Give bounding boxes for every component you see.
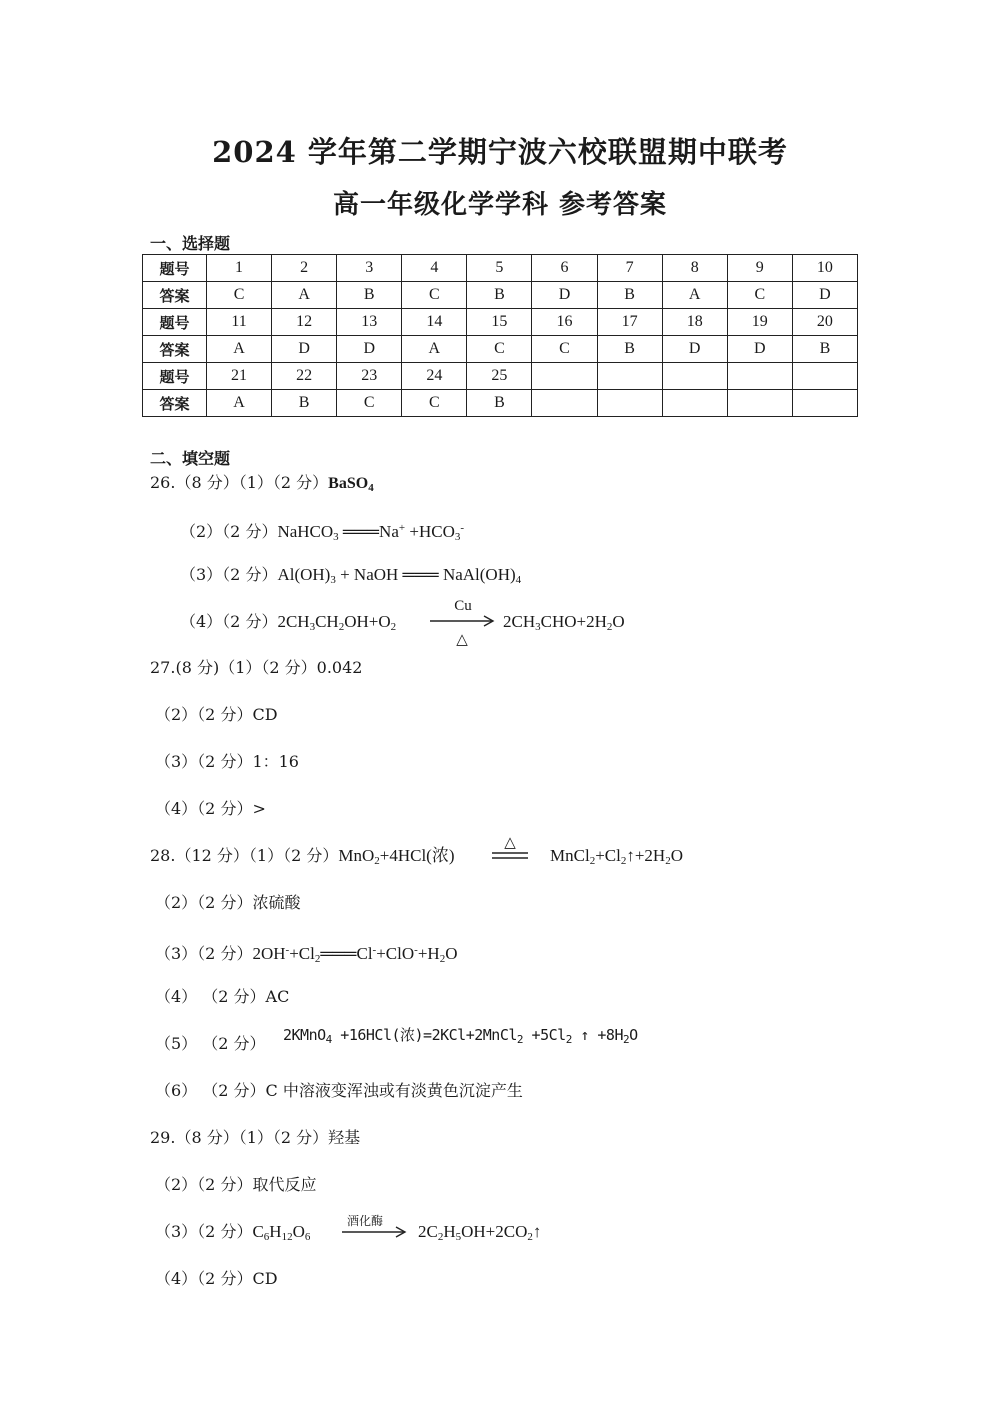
answer-cell: D [727,336,792,363]
q28-line-4: （4） （2 分）AC [155,987,290,1006]
q29-line-2: （2）（2 分）取代反应 [155,1175,317,1194]
answer-cell: C [532,336,597,363]
table-row [143,255,858,282]
q26-equation-4-right: $2CH_3CHO+2H_2O$ [503,612,625,633]
q28-line-6: （6） （2 分）C 中溶液变浑浊或有淡黄色沉淀产生 [155,1081,523,1100]
answer-cell: D [337,336,402,363]
question-number-cell: 7 [597,255,662,282]
question-number-cell: 8 [662,255,727,282]
table-row [143,363,858,390]
section-heading-fill: 二、填空题 [150,449,231,468]
q28-equation-3: $2OH^-+Cl_2═══Cl^-+ClO^-+H_2O$ [252,944,458,965]
answer-cell: A [207,336,272,363]
q26-catalyst-label: Cu [454,598,472,614]
question-number-cell: 24 [402,363,467,390]
q27-line-2: （2）（2 分）CD [155,705,278,724]
question-number-cell: 5 [467,255,532,282]
answer-cell: B [467,390,532,417]
question-number-cell: 6 [532,255,597,282]
question-number-cell: 21 [207,363,272,390]
question-number-cell [792,363,857,390]
q27-line-3: （3）（2 分）1：16 [155,752,299,771]
q26-part-3-label: （3）（2 分） [180,565,278,584]
row-label-answer: 答案 [143,336,207,363]
question-number-cell: 19 [727,309,792,336]
answer-cell: A [402,336,467,363]
question-number-cell: 4 [402,255,467,282]
question-number-cell: 12 [272,309,337,336]
question-number-cell: 11 [207,309,272,336]
question-number-cell [597,363,662,390]
table-row [143,309,858,336]
q28-heat-symbol: △ [504,833,516,851]
q26-equation-3: $Al(OH)_3$ + NaOH ═══ $NaAl(OH)_4$ [277,565,522,586]
answer-cell [662,390,727,417]
answer-cell: A [272,282,337,309]
q26-part-4-label: （4）（2 分） [180,612,278,631]
q26-heat-symbol: △ [456,630,468,648]
row-label-answer: 答案 [143,282,207,309]
answer-cell: B [597,282,662,309]
question-number-cell: 20 [792,309,857,336]
answer-cell: C [337,390,402,417]
answer-cell: C [727,282,792,309]
q26-line-3 [180,565,521,590]
answer-cell: D [792,282,857,309]
table-row [143,336,858,363]
q28-equal-sign [490,850,530,864]
question-number-cell: 25 [467,363,532,390]
question-number-cell: 23 [337,363,402,390]
answer-cell: D [272,336,337,363]
q27-line-1: 27.(8 分)（1）（2 分）0.042 [150,658,363,677]
q26-answer-1: BaSO$_4$ [328,475,374,494]
q26-line-4 [180,612,396,637]
q28-part-3-label: （3）（2 分） [155,944,253,963]
question-number-cell [727,363,792,390]
question-number-cell: 18 [662,309,727,336]
question-number-cell: 17 [597,309,662,336]
q28-equation-1-left: MnO$_2$+4HCl(浓) [338,846,455,867]
answer-cell: C [467,336,532,363]
q26-line-1 [150,473,374,498]
q26-equation-2: NaHCO$_3$ ═══Na+ $+HCO_3^-$ [277,522,465,543]
answer-cell: C [207,282,272,309]
answer-table [142,254,858,417]
page-subtitle: 高一年级化学学科 参考答案 [332,190,668,220]
question-number-cell: 14 [402,309,467,336]
answer-cell [727,390,792,417]
q28-equation-1-right: $MnCl_2+Cl_2↑+2H_2O$ [550,846,683,867]
question-number-cell: 9 [727,255,792,282]
q29-reaction-arrow [340,1226,410,1240]
answer-cell: B [792,336,857,363]
q28-line-5 [155,1034,266,1054]
answer-cell: A [207,390,272,417]
answer-cell [792,390,857,417]
answer-cell [532,390,597,417]
q28-head: 28.（12 分）（1）（2 分） [150,846,339,865]
q26-head: 26.（8 分）（1）（2 分） [150,473,329,492]
question-number-cell: 3 [337,255,402,282]
table-row [143,282,858,309]
page-title: 2024 学年第二学期宁波六校联盟期中联考 [212,135,788,169]
q26-reaction-arrow [428,614,498,628]
answer-cell: B [272,390,337,417]
q27-line-4: （4）（2 分）> [155,799,266,818]
row-label-question: 题号 [143,255,207,282]
question-number-cell [662,363,727,390]
question-number-cell: 15 [467,309,532,336]
q28-part-5-label: （5） （2 分） [155,1034,266,1053]
q28-equation-5: 2KMnO$_4$ +16HCl(浓)=2KCl+2MnCl$_2$ $+5Cl_2$ ↑ $+8H_2O$ [283,1026,638,1046]
question-number-cell [532,363,597,390]
q28-line-1 [150,846,455,871]
row-label-question: 题号 [143,363,207,390]
q29-equation-left: $C_6H_{12}O_6$ [252,1222,311,1243]
answer-cell: C [402,282,467,309]
answer-cell [597,390,662,417]
answer-cell: D [662,336,727,363]
answer-cell: A [662,282,727,309]
section-heading-choice: 一、选择题 [150,234,231,253]
answer-cell: D [532,282,597,309]
question-number-cell: 1 [207,255,272,282]
question-number-cell: 2 [272,255,337,282]
q29-line-4: （4）（2 分）CD [155,1269,278,1288]
question-number-cell: 22 [272,363,337,390]
question-number-cell: 16 [532,309,597,336]
row-label-question: 题号 [143,309,207,336]
answer-cell: B [337,282,402,309]
q26-equation-4-left: $2CH_3CH_2OH+O_2$ [277,612,397,633]
table-row [143,390,858,417]
q28-line-2: （2）（2 分）浓硫酸 [155,893,301,912]
question-number-cell: 13 [337,309,402,336]
question-number-cell: 10 [792,255,857,282]
q28-line-3 [155,940,457,969]
q29-equation-right: $2C_2H_5OH+2CO_2↑$ [418,1222,542,1243]
answer-cell: C [402,390,467,417]
q26-part-2-label: （2）（2 分） [180,522,278,541]
q29-line-1: 29.（8 分）（1）（2 分）羟基 [150,1128,361,1147]
answer-cell: B [597,336,662,363]
q29-part-3-label: （3）（2 分） [155,1222,253,1241]
q29-line-3 [155,1222,310,1247]
q26-line-2 [180,518,464,547]
row-label-answer: 答案 [143,390,207,417]
answer-cell: B [467,282,532,309]
q29-enzyme-label: 酒化酶 [346,1214,383,1228]
